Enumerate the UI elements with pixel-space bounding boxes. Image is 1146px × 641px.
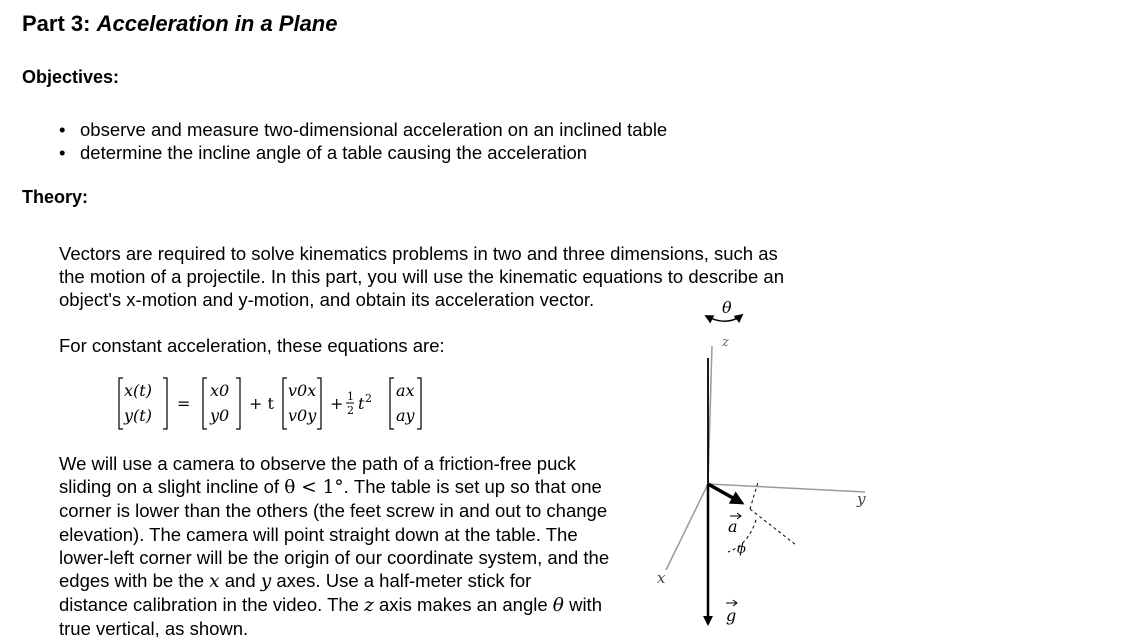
eq-plus-t: + t (249, 394, 274, 413)
x-axis-label: x (657, 569, 666, 587)
para-line: elevation). The camera will point straight down at the table. The (59, 523, 578, 545)
gravity-label: g (726, 606, 737, 625)
objective-item: • observe and measure two-dimensional acceleration on an inclined table (59, 118, 667, 141)
intro-line: Vectors are required to solve kinematics problems in two and three dimensions, such as (59, 243, 778, 264)
vel-y: v0y (288, 406, 317, 425)
dashed-guide (750, 509, 796, 545)
half-num: 1 (347, 390, 354, 403)
init-y: y0 (210, 406, 230, 425)
x-axis (666, 484, 708, 570)
y-axis (708, 484, 865, 492)
part-title: Acceleration in a Plane (96, 11, 338, 36)
intro-line: the motion of a projectile. In this part, you will use the kinematic equations to describe an (59, 266, 784, 288)
equation-intro: For constant acceleration, these equations are: (59, 335, 445, 356)
page-title (22, 11, 337, 37)
acc-y: ay (396, 406, 415, 425)
para-line: distance calibration in the video. The z axis makes an angle θ with (59, 594, 602, 617)
exponent: 2 (365, 392, 372, 405)
para-line: lower-left corner will be the origin of our coordinate system, and the (59, 546, 610, 568)
acceleration-vector (708, 484, 742, 503)
lhs-y: y(t) (124, 406, 152, 425)
half-den: 2 (347, 404, 354, 417)
coordinate-diagram (640, 290, 900, 640)
para-line: We will use a camera to observe the path of a friction-free puck (59, 453, 576, 474)
intro-line: object's x-motion and y-motion, and obtain its acceleration vector. (59, 289, 595, 311)
t-squared: t (358, 394, 365, 413)
objectives-heading: Objectives: (22, 67, 120, 87)
eq-plus: + (330, 394, 344, 413)
objective-item: • determine the incline angle of a table causing the acceleration (59, 141, 667, 164)
theory-heading: Theory: (22, 187, 89, 207)
vel-x: v0x (288, 381, 317, 400)
phi-label: ϕ (737, 542, 746, 557)
incline-expression: θ < 1° (284, 477, 344, 499)
z-axis-label: z (722, 335, 729, 350)
eq-equals: = (177, 394, 191, 413)
acceleration-label: a (728, 517, 738, 536)
kinematics-equation (112, 374, 432, 434)
objectives-list (59, 118, 667, 164)
y-axis-label: y (857, 490, 866, 508)
para-line: corner is lower than the others (the feet screw in and out to change (59, 500, 608, 522)
theory-paragraph (59, 452, 609, 641)
part-label: Part 3: (22, 11, 91, 36)
lhs-x: x(t) (124, 381, 152, 400)
theta-label: θ (722, 298, 732, 317)
para-line: true vertical, as shown. (59, 618, 249, 640)
init-x: x0 (210, 381, 230, 400)
para-line: edges with be the x and y axes. Use a half-meter stick for (59, 570, 532, 593)
para-line: sliding on a slight incline of θ < 1°. The table is set up so that one (59, 476, 602, 499)
acc-x: ax (396, 381, 415, 400)
